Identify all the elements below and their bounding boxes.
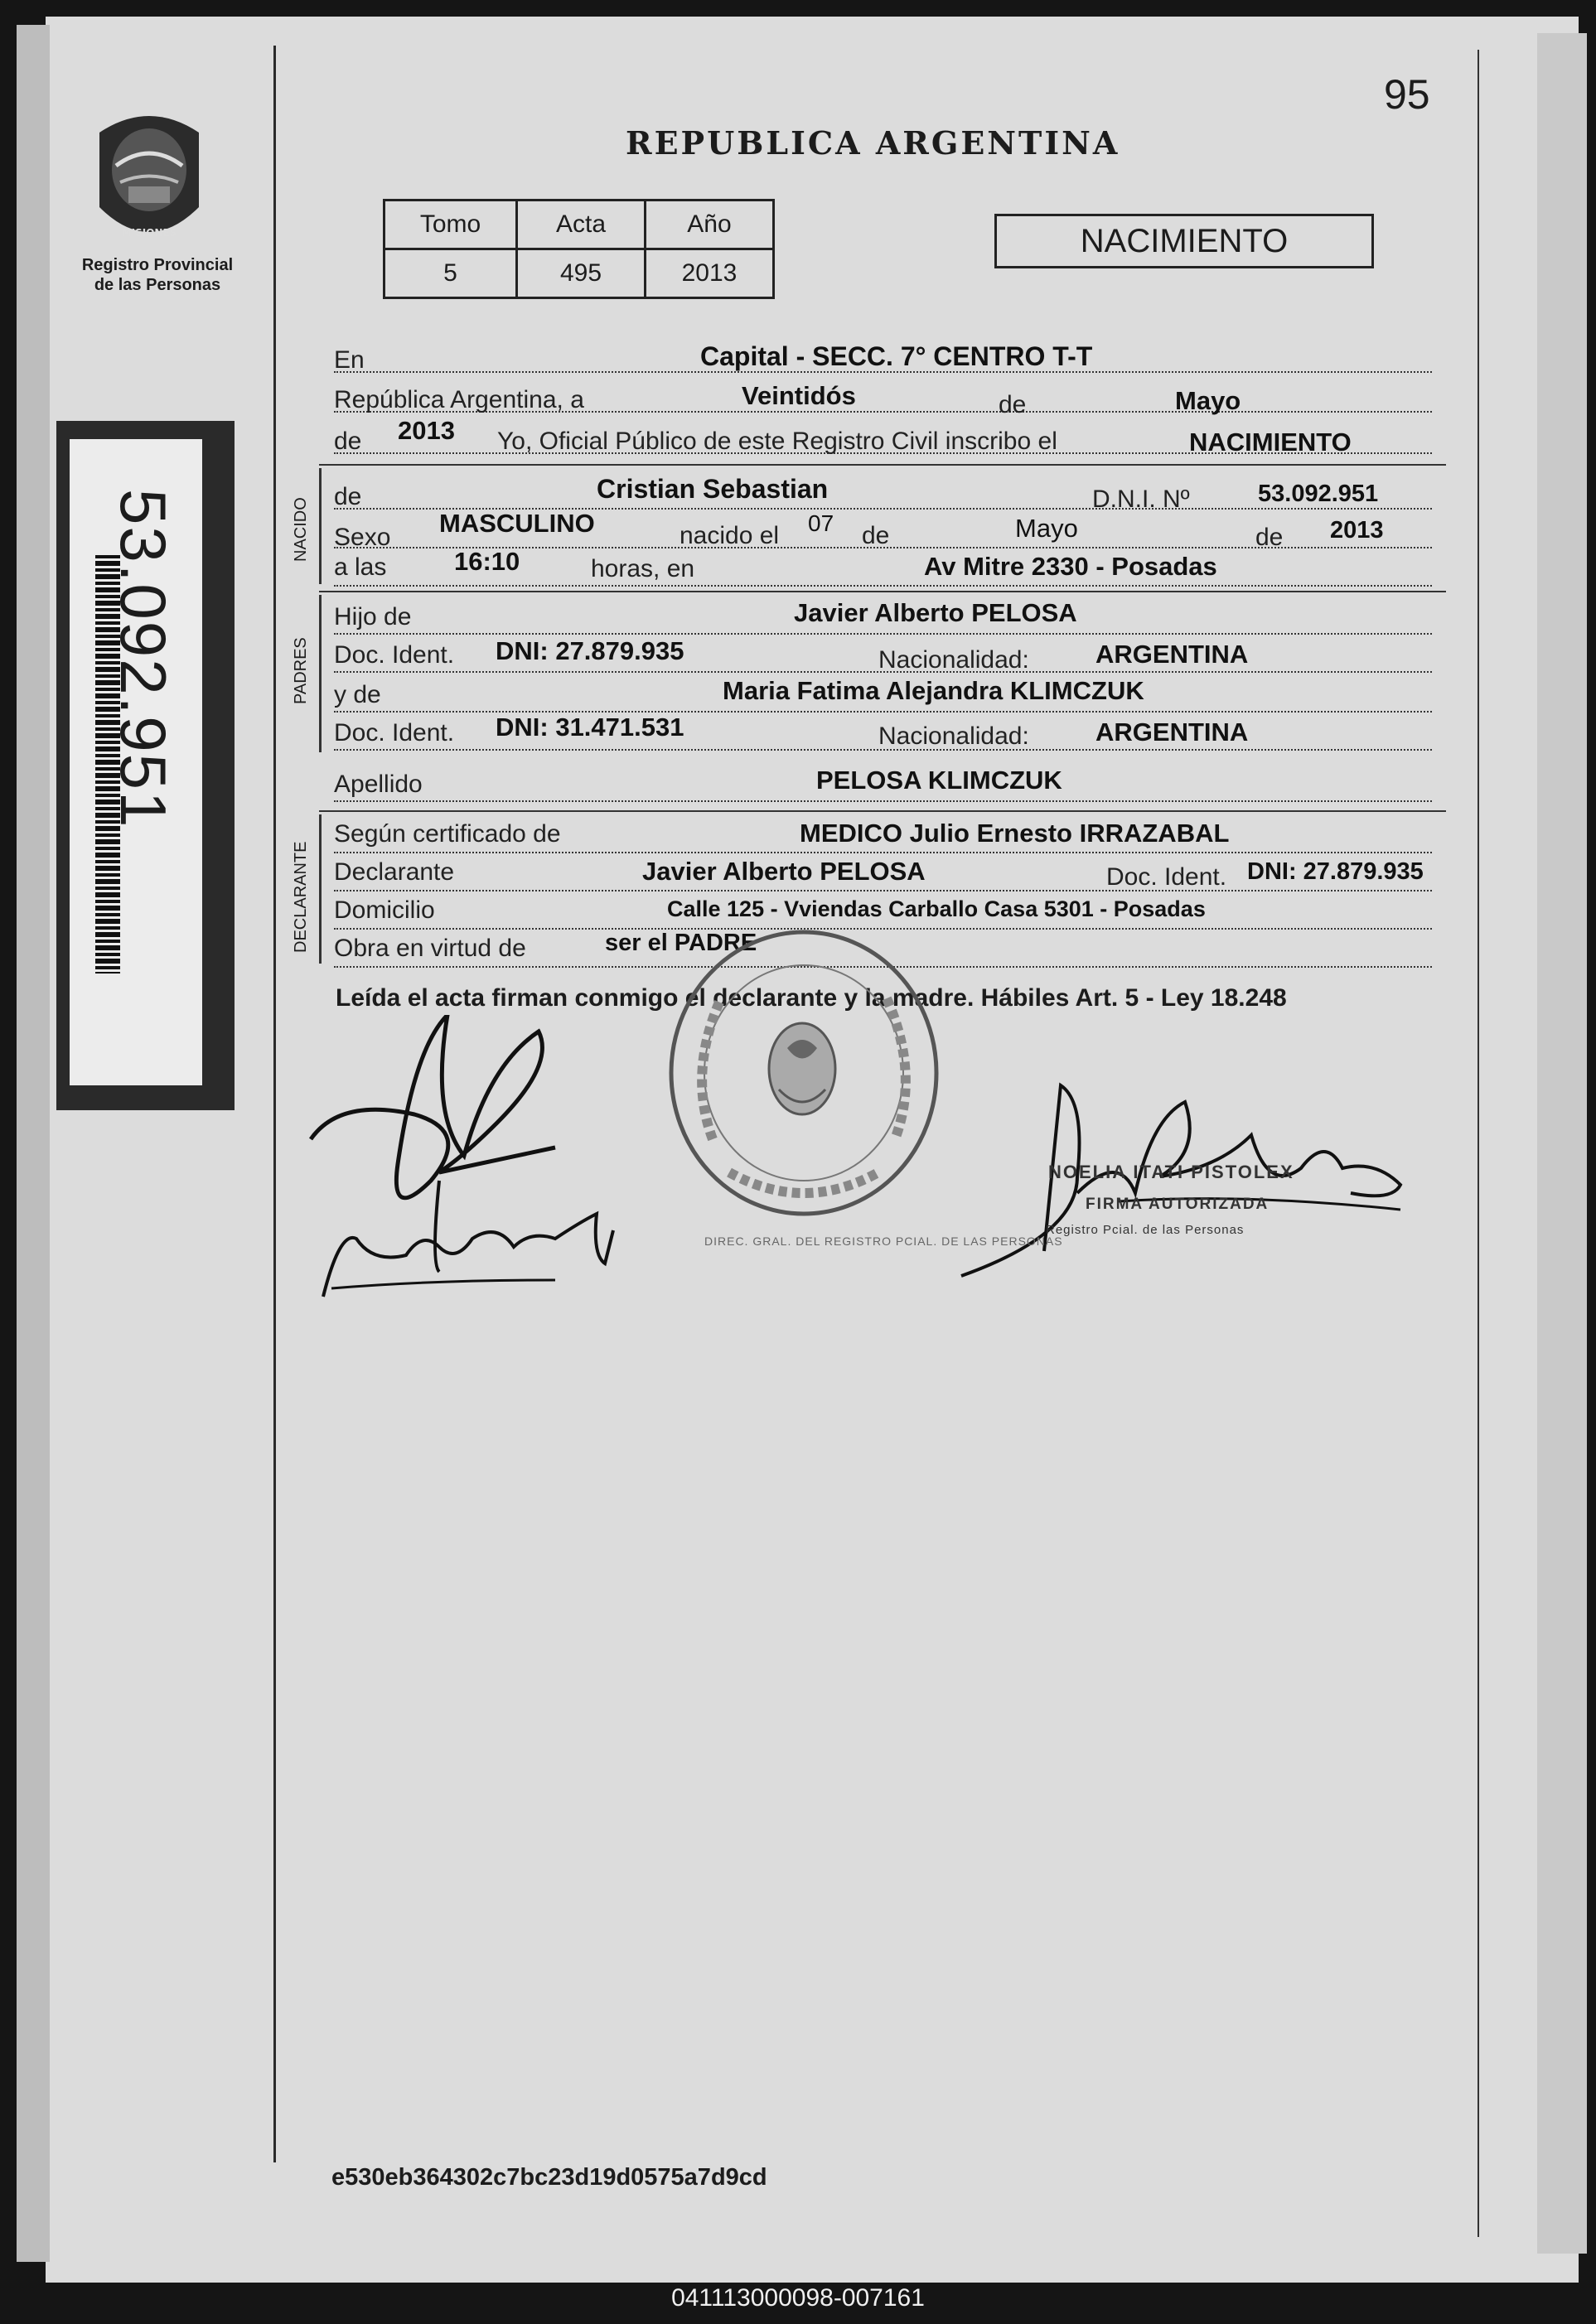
republica-label: República Argentina, a — [334, 386, 584, 413]
document-type-box: NACIMIENTO — [994, 214, 1374, 268]
a-las-label: a las — [334, 553, 387, 581]
hijo-label: Hijo de — [334, 603, 412, 631]
footer-code: 041113000098-007161 — [671, 2284, 925, 2312]
round-stamp-text: DIREC. GRAL. DEL REGISTRO PCIAL. DE LAS PERSONAS — [704, 1234, 1063, 1248]
mother-nationality: ARGENTINA — [1095, 717, 1249, 746]
month-value: Mayo — [1175, 386, 1241, 415]
place-value: Capital - SECC. 7° CENTRO T-T — [700, 341, 1093, 371]
nacido-el-label: nacido el — [680, 522, 780, 549]
birth-year: 2013 — [1330, 517, 1384, 544]
official-authorized: FIRMA AUTORIZADA — [1086, 1196, 1270, 1213]
mother-doc: DNI: 31.471.531 — [496, 713, 684, 742]
y-de-label: y de — [334, 681, 381, 708]
birth-day: 07 — [808, 510, 834, 536]
apellido-label: Apellido — [334, 771, 423, 798]
sexo-value: MASCULINO — [439, 509, 595, 538]
binding-edge — [17, 25, 50, 2262]
separator-padres — [319, 591, 1446, 592]
nacido-de-label: de — [334, 483, 362, 510]
declarante-label: Declarante — [334, 858, 455, 886]
declarante-section-label: DECLARANTE — [292, 841, 310, 953]
acta-value: 495 — [517, 249, 646, 298]
day-value: Veintidós — [742, 381, 856, 410]
domicilio-label: Domicilio — [334, 896, 435, 924]
birth-time: 16:10 — [454, 547, 520, 576]
dni-value: 53.092.951 — [1258, 481, 1379, 507]
margin-rule-left — [273, 46, 276, 2162]
anio-header: Año — [646, 201, 774, 249]
certificado-value: MEDICO Julio Ernesto IRRAZABAL — [800, 819, 1230, 848]
domicilio-value: Calle 125 - Vviendas Carballo Casa 5301 - Posadas — [667, 896, 1206, 921]
anio-value: 2013 — [646, 249, 774, 298]
father-nationality: ARGENTINA — [1095, 640, 1249, 669]
tomo-value: 5 — [384, 249, 517, 298]
next-page-edge — [1537, 33, 1587, 2254]
birth-month: Mayo — [1015, 514, 1078, 543]
acta-header: Acta — [517, 201, 646, 249]
child-name: Cristian Sebastian — [597, 474, 829, 504]
de-label-2: de — [334, 428, 362, 455]
document-hash: e530eb364302c7bc23d19d0575a7d9cd — [331, 2164, 767, 2191]
father-doc-label: Doc. Ident. — [334, 641, 455, 669]
official-name: NOELIA ITATI PISTOLEX — [1048, 1162, 1294, 1182]
event-value: NACIMIENTO — [1189, 428, 1352, 457]
obra-label: Obra en virtud de — [334, 935, 526, 962]
mother-name: Maria Fatima Alejandra KLIMCZUK — [723, 676, 1144, 705]
barcode-number: 53.092.951 — [107, 489, 180, 829]
official-seal-icon — [663, 924, 945, 1222]
registry-name-line1: Registro Provincial — [81, 256, 234, 274]
closing-text: Leída el acta firman conmigo el declarante y la madre. Hábiles Art. 5 - Ley 18.248 — [336, 984, 1287, 1012]
official-registry: Registro Pcial. de las Personas — [1046, 1223, 1245, 1237]
apellido-value: PELOSA KLIMCZUK — [816, 766, 1062, 795]
obra-value: ser el PADRE — [605, 930, 757, 956]
separator-declarante — [319, 810, 1446, 812]
en-label: En — [334, 346, 365, 374]
oficial-text: Yo, Oficial Público de este Registro Civil inscribo el — [497, 428, 1057, 455]
nacido-de-label-2: de — [862, 522, 890, 549]
birth-address: Av Mitre 2330 - Posadas — [924, 552, 1217, 581]
mother-nat-label: Nacionalidad: — [878, 722, 1029, 750]
reference-table — [383, 199, 775, 299]
declarant-signature-icon — [307, 1015, 638, 1305]
nacido-bar — [319, 468, 322, 584]
mother-doc-label: Doc. Ident. — [334, 719, 455, 746]
padres-bar — [319, 595, 322, 752]
official-signature-icon — [953, 1069, 1417, 1309]
declarante-doc: DNI: 27.879.935 — [1247, 858, 1424, 885]
declarante-bar — [319, 814, 322, 964]
horas-label: horas, en — [591, 555, 695, 582]
father-doc: DNI: 27.879.935 — [496, 636, 684, 665]
page-number: 95 — [1384, 71, 1430, 118]
page-title: REPUBLICA ARGENTINA — [626, 124, 1120, 162]
dni-label: D.N.I. Nº — [1092, 486, 1190, 513]
sexo-label: Sexo — [334, 524, 391, 551]
padres-section-label: PADRES — [292, 637, 310, 704]
de-label: de — [999, 391, 1027, 418]
year-value: 2013 — [398, 416, 455, 445]
separator-nacido — [319, 464, 1446, 466]
certificado-label: Según certificado de — [334, 820, 561, 848]
registry-name — [58, 255, 257, 295]
nacido-section-label: NACIDO — [292, 497, 310, 562]
nacido-de-label-3: de — [1255, 524, 1284, 551]
registry-emblem-icon — [83, 99, 215, 257]
declarante-value: Javier Alberto PELOSA — [642, 857, 926, 886]
father-name: Javier Alberto PELOSA — [794, 598, 1077, 627]
svg-text:MISIONES: MISIONES — [121, 227, 177, 239]
tomo-header: Tomo — [384, 201, 517, 249]
father-nat-label: Nacionalidad: — [878, 646, 1029, 674]
declarante-doc-label: Doc. Ident. — [1106, 863, 1227, 891]
margin-rule-right — [1478, 50, 1479, 2237]
registry-name-line2: de las Personas — [94, 276, 221, 294]
